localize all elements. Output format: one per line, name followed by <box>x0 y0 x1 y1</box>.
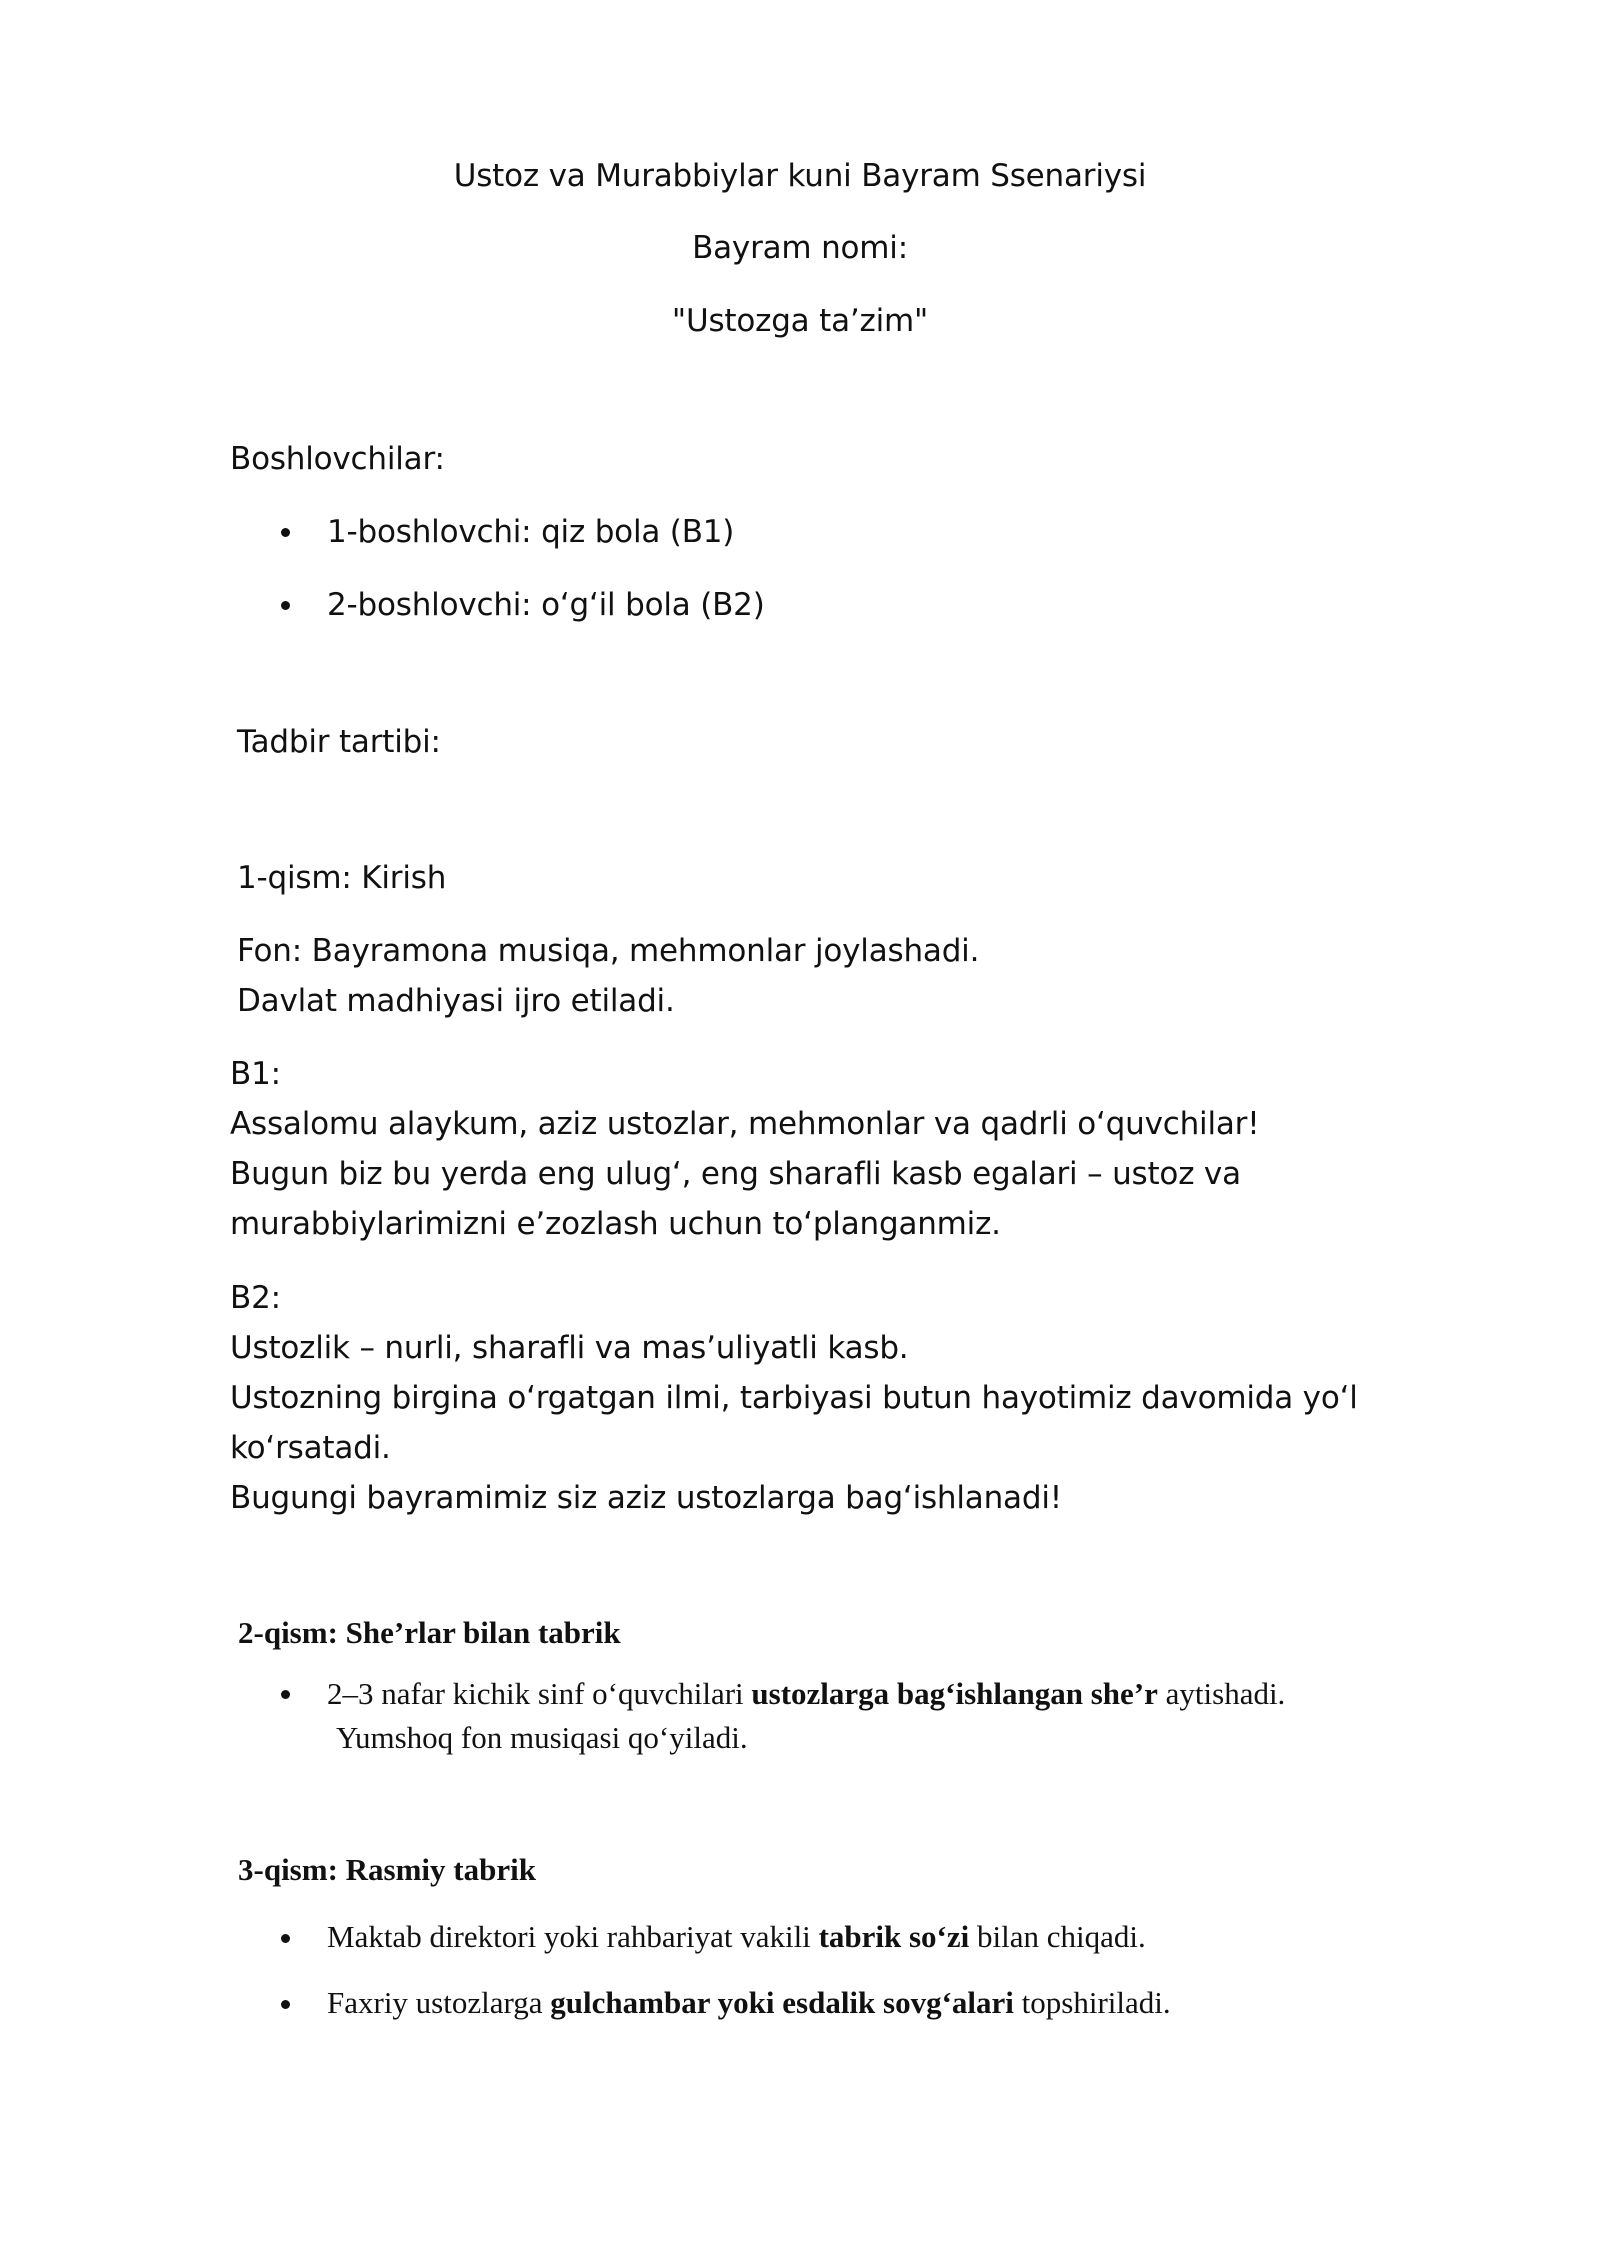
bullet-icon <box>281 601 290 610</box>
part1-background-line: Fon: Bayramona musiqa, mehmonlar joylashadi. <box>237 933 980 969</box>
part2-item-text-bold: ustozlarga bag‘ishlangan she’r <box>751 1676 1158 1711</box>
part3-item-text-pre: Maktab direktori yoki rahbariyat vakili <box>327 1919 819 1954</box>
bullet-icon <box>281 2000 290 2009</box>
b1-speech-line: murabbiylarimizni e’zozlash uchun to‘planganmiz. <box>230 1206 1001 1242</box>
program-heading: Tadbir tartibi: <box>237 724 441 760</box>
bullet-icon <box>281 528 290 537</box>
b1-speech-line: Bugun biz bu yerda eng ulug‘, eng sharafli kasb egalari – ustoz va <box>230 1156 1241 1192</box>
part2-item-continuation: Yumshoq fon musiqasi qo‘yiladi. <box>336 1720 748 1755</box>
host-item-text: 2-boshlovchi: o‘g‘il bola (B2) <box>327 587 765 623</box>
part3-item-text-post: bilan chiqadi. <box>969 1919 1146 1954</box>
part2-item-text <box>327 1672 1285 1716</box>
document-title: Ustoz va Murabbiylar kuni Bayram Ssenariysi <box>453 158 1147 194</box>
b2-speech-line: ko‘rsatadi. <box>230 1430 391 1466</box>
hosts-heading: Boshlovchilar: <box>230 441 445 477</box>
part3-item-text-pre: Faxriy ustozlarga <box>327 1985 551 2020</box>
part2-item-text-pre: 2–3 nafar kichik sinf o‘quvchilari <box>327 1676 752 1711</box>
b2-speech-line: Bugungi bayramimiz siz aziz ustozlarga bag‘ishlanadi! <box>230 1480 1062 1516</box>
part3-item-text-bold: gulchambar yoki esdalik sovg‘alari <box>550 1985 1014 2020</box>
part1-anthem-line: Davlat madhiyasi ijro etiladi. <box>237 983 675 1019</box>
part3-item-text-post: topshiriladi. <box>1013 1985 1171 2020</box>
part2-heading: 2-qism: She’rlar bilan tabrik <box>238 1615 621 1650</box>
part3-item-text <box>327 1981 1171 2025</box>
host-item-text: 1-boshlovchi: qiz bola (B1) <box>327 514 735 550</box>
part2-item-text-post: aytishadi. <box>1157 1676 1286 1711</box>
b1-speech-line: Assalomu alaykum, aziz ustozlar, mehmonlar va qadrli o‘quvchilar! <box>230 1106 1260 1142</box>
bullet-icon <box>281 1934 290 1943</box>
bullet-icon <box>281 1690 290 1699</box>
b2-speech-line: Ustozning birgina o‘rgatgan ilmi, tarbiyasi butun hayotimiz davomida yo‘l <box>230 1380 1358 1416</box>
part1-heading: 1-qism: Kirish <box>237 860 447 896</box>
part3-item-text <box>327 1915 1146 1959</box>
part3-heading: 3-qism: Rasmiy tabrik <box>238 1852 536 1887</box>
part3-item-text-bold: tabrik so‘zi <box>818 1919 970 1954</box>
b2-speaker-label: B2: <box>230 1280 281 1316</box>
b1-speaker-label: B1: <box>230 1056 281 1092</box>
event-name-label: Bayram nomi: <box>692 230 908 266</box>
event-name: "Ustozga ta’zim" <box>671 303 929 339</box>
b2-speech-line: Ustozlik – nurli, sharafli va mas’uliyatli kasb. <box>230 1330 909 1366</box>
